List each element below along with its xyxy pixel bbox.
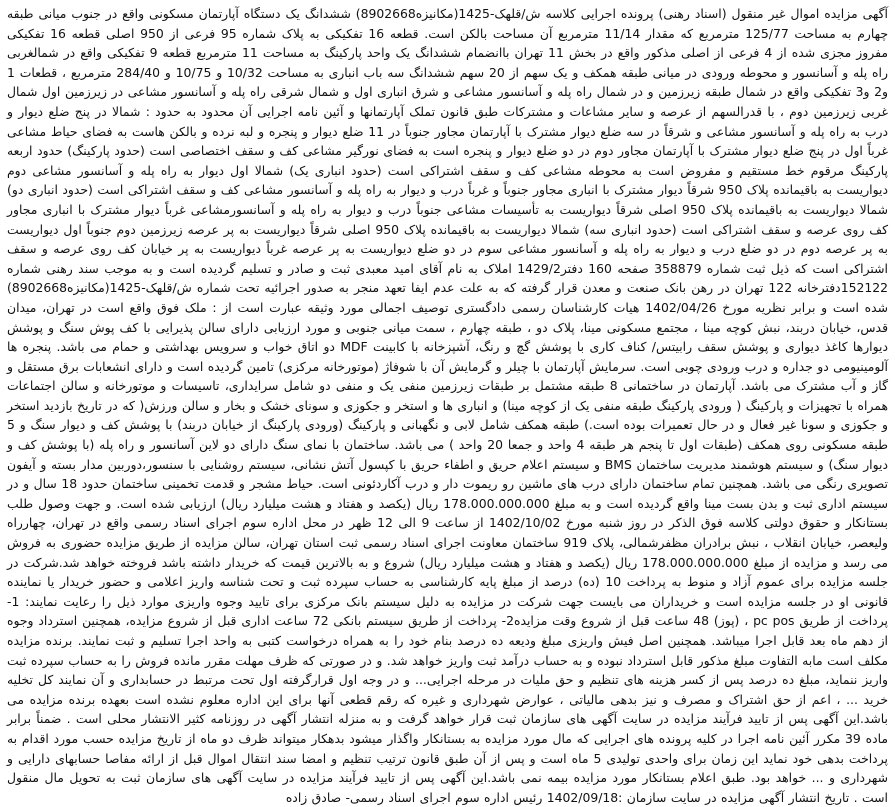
- auction-notice-text: آگهی مزایده اموال غیر منقول (اسناد رهنی) پرونده اجرایی کلاسه ش/قلهک-1425(مکانیزه8902668) ششدانگ یک دستگاه آپارتمان مسکونی واقع در جنوب میانی طبقه چهارم به مساحت 125/77 مترمربع که مقدار 11/14 مترمربع آن مساحت بالکن است. قطعه 16 تفکیکی به پلاک شماره 95 فرعی از 950 اصلی قطعه 16 تفکیکی مفروز مجزی شده از 4 فرعی از اصلی مذکور واقع در بخش 11 تهران باانضمام ششدانگ یک واحد پارکینگ به مساحت 11 مترمربع قطعه 9 تفکیکی واقع در شمالغربی راه پله و آسانسور و محوطه ورودی در میانی طبقه همکف و یک سهم از 20 سهم ششدانگ سه باب انباری به مساحت 10/32 و 10/75 و 284/40 مترمربع ، قطعات 1 و2 و3 تفکیکی واقع در شمال طبقه زیرزمین و در شمال راه پله و آسانسور مشاعی و شرق انباری اول و شمال شرقی راه پله و آسانسور مشاعی در زیرزمین اول شمال غربی زیرزمین دوم ، با قدرالسهم از عرصه و سایر مشاعات و مشترکات طبق قانون تملک آپارتمانها و آئین نامه اجرایی آن محدود به حدود : شمالا در پنج ضلع دیوار و درب به راه پله و آسانسور مشاعی و شرقاً در سه ضلع دیوار مشترک با آپارتمان مجاور جنوباً در 11 ضلع دیوار و پنجره و لبه نرده و بالکن هاست به فضای حیاط مشاعی غرباً اول در پنج ضلع دیوار مشترک با آپارتمان مجاور دوم در دو ضلع دیوار و پنجره است به فضای نورگیر مشاعی کف و سقف اختصاصی است (حدود پارکینگ) حدود اربعه پارکینگ مرقوم خط مستقیم و مفروض است به محوطه مشاعی کف و سقف اشتراکی است (حدود انباری یک) شمالا اول دیوار به راه پله و آسانسور مشاعی دوم دیواریست به باقیمانده پلاک 950 شرقاً دیوار مشترک با انباری مجاور جنوباً و غرباً درب و دیوار به راه پله و آسانسور مشاعی کف و سقف اشتراکی است (حدود انباری دو) شمالا دیواریست به باقیمانده پلاک 950 اصلی شرقاً دیواریست به تأسیسات مشاعی جنوباً درب و دیوار به راه پله و آسانسورمشاعی غرباً دیوار مشترک با انباری مجاور کف روی عرصه و سقف اشتراکی است (حدود انباری سه) شمالا دیواریست به باقیمانده پلاک 950 اصلی شرقاً دیواریست به پر عرصه زیرزمین دوم جنوباً اول دیواریست به پر عرصه دوم در دو ضلع درب و دیوار به راه پله و آسانسور مشاعی سوم در دو ضلع دیواریست به پر عرصه غرباً دیواریست به پر خیابان کف روی عرصه و سقف اشتراکی است که ذیل ثبت شماره 358879 صفحه 160 دفتر1429/2 املاک به نام آقای امید معبدی ثبت و صادر و تسلیم گردیده است و به موجب سند رهنی شماره 152122دفترخانه 122 تهران در رهن بانک صنعت و معدن قرار گرفته که به علت عدم ایفا تعهد منجر به صدور اجرائیه تحت شماره ش/قلهک-1425(مکانیزه8902668) شده است و برابر نظریه مورخ 1402/04/26 هیات کارشناسان رسمی دادگستری توصیف اجمالی مورد وثیقه عبارت است از : ملک فوق واقع است در تهران، میدان قدس، خیابان دربند، نبش کوچه مینا ، مجتمع مسکونی مینا، پلاک دو ، طبقه چهارم ، سمت میانی جنوبی و مورد ارزیابی دارای سالن پذیرایی با کف پوش سنگ و پوشش دیوارها کاغذ دیواری و پوشش سقف رابیتس/ کناف کاری با پوشش گچ و رنگ، آشپزخانه با کابینت MDF دو اتاق خواب و سرویس بهداشتی و حمام می باشد. پنجره ها آلومینیومی دو جداره و درب ورودی چوبی است. سرمایش آپارتمان با چیلر و گرمایش آن با شوفاژ (موتورخانه مرکزی) تامین گردیده است و دارای انشعابات برق مستقل و گاز و آب مشترک می باشد. آپارتمان در ساختمانی 8 طبقه مشتمل بر طبقات زیرزمین منفی یک و منفی دو شامل سرایداری، تاسیسات و موتورخانه و سالن اجتماعات همراه با تجهیزات و پارکینگ ( ورودی پارکینگ طبقه منفی یک از کوچه مینا) و انباری ها و استخر و جکوزی و سونای خشک و بخار و سالن ورزش( که در تاریخ بازدید استخر و جکوزی و سونا غیر فعال و در حال تعمیرات بوده است.) طبقه همکف شامل لابی و نگهبانی و پارکینگ (ورودی پارکینگ از خیابان دربند) با پوشش کف و دیوار سنگ و 5 طبقه مسکونی روی همکف (طبقات اول تا پنجم هر طبقه 4 واحد و جمعا 20 واحد ) می باشد. ساختمان با نمای سنگ دارای دو لاین آسانسور و راه پله (با پوشش کف و دیوار سنگ) و سیستم هوشمند مدیریت ساختمان BMS و سیستم اعلام حریق و اطفاء حریق با کپسول آتش نشانی، سیستم روشنایی با سنسور،دوربین مدار بسته و آیفون تصویری رنگی می باشد. همچنین تمام ساختمان دارای درب های ماشین رو ریموت دار و درب آکاردئونی است. حیاط مشجر و قدمت تخمینی ساختمان حدود 18 سال و در سیستم اداری ثبت و بدن بست مینا واقع گردیده است و به مبلغ 178.000.000.000 ریال (یکصد و هفتاد و هشت میلیارد ریال) ارزیابی شده است. و جهت وصول طلب بستانکار و حقوق دولتی کلاسه فوق الذکر در روز شنبه مورخ 1402/10/02 از ساعت 9 الی 12 ظهر در محل اداره سوم اجرای اسناد رسمی واقع در تهران، چهارراه ولیعصر، خیابان انقلاب ، نبش برادران مظفرشمالی، پلاک 919 ساختمان معاونت اجرای اسناد رسمی ثبت استان تهران، سالن مزایده از طریق مزایده حضوری به فروش می رسد و مزایده از مبلغ 178.000.000.000 ریال (یکصد و هفتاد و هشت میلیارد ریال) شروع و به بالاترین قیمت که خریدار داشته باشد فروخته خواهد شد.شرکت در جلسه مزایده برای عموم آزاد و منوط به پرداخت 10 (ده) درصد از مبلغ پایه کارشناسی به حساب سپرده ثبت و تحت شناسه واریز اعلامی و حضور خریدار یا نماینده قانونی او در جلسه مزایده است و خریداران می بایست جهت شرکت در مزایده به دلیل سیستم بانک مرکزی برای تایید وجوه واریزی موارد ذیل را رعایت نمایند: 1- پرداخت از طریق pc pos ، (پوز) 48 ساعت قبل از شروع وقت مزایده2- پرداخت از طریق سیستم بانکی 72 ساعت اداری قبل از شروع مزایده، همچنین استرداد وجوه از دهم ماه بعد قابل اجرا میباشد. همچنین اصل فیش واریزی مبلغ ودیعه ده درصد بنام خود را به همراه درخواست کتبی به واحد اجرا تسلیم و ثبت نمایند. برنده مزایده مکلف است مابه التفاوت مبلغ مذکور قابل استرداد نبوده و به حساب درآمد ثبت واریز خواهد شد. و در صورتی که ظرف مهلت مقرر مانده فروش را به حساب سپرده ثبت واریز ننماید، مبلغ ده درصد پس از کسر هزینه های تنظیم و حق ملیات در مرحله اجرایی... و در وجه اول قرارگرفته اول تحت مرتبط در حسابداری و آن نمایند کل تخلیه خرید ... ، اعم از حق اشتراک و مصرف و نیز بدهی مالیاتی ، عوارض شهرداری و غیره که رقم قطعی آنها برای این اداره معلوم نشده است بعهده برنده مزایده می باشد.این آگهی پس از تایید فرآیند مزایده در سایت آگهی های سازمان ثبت قرار خواهد گرفت و به منزله انتشار آگهی در روزنامه کثیر الانتشار محلی است . ضمناً برابر ماده 39 مکرر آئین نامه اجرا در کلیه پرونده های اجرایی که مال مورد مزایده به بستانکار واگذار میشود بدهکار میتواند ظرف دو ماه از تاریخ مزایده حسب مورد اقدام به پرداخت بدهی خود نماید این زمان برای واحدی تولیدی 5 ماه است و پس از آن طبق قانون ترتیب تنظیم و امضا سند انتقال اموال قبل از ارائه مفاصا حسابهای دارایی و شهرداری و ... خواهد بود. طبق اعلام بستانکار مورد مزایده بیمه نمی باشد.این آگهی پس از تایید فرآیند مزایده در سایت آگهی های سازمان ثبت به تحویل مال منقول است . تاریخ انتشار آگهی مزایده در سایت سازمان :1402/09/18 رئیس اداره سوم اجرای اسناد رسمی- صادق زاده: [7, 6, 889, 805]
